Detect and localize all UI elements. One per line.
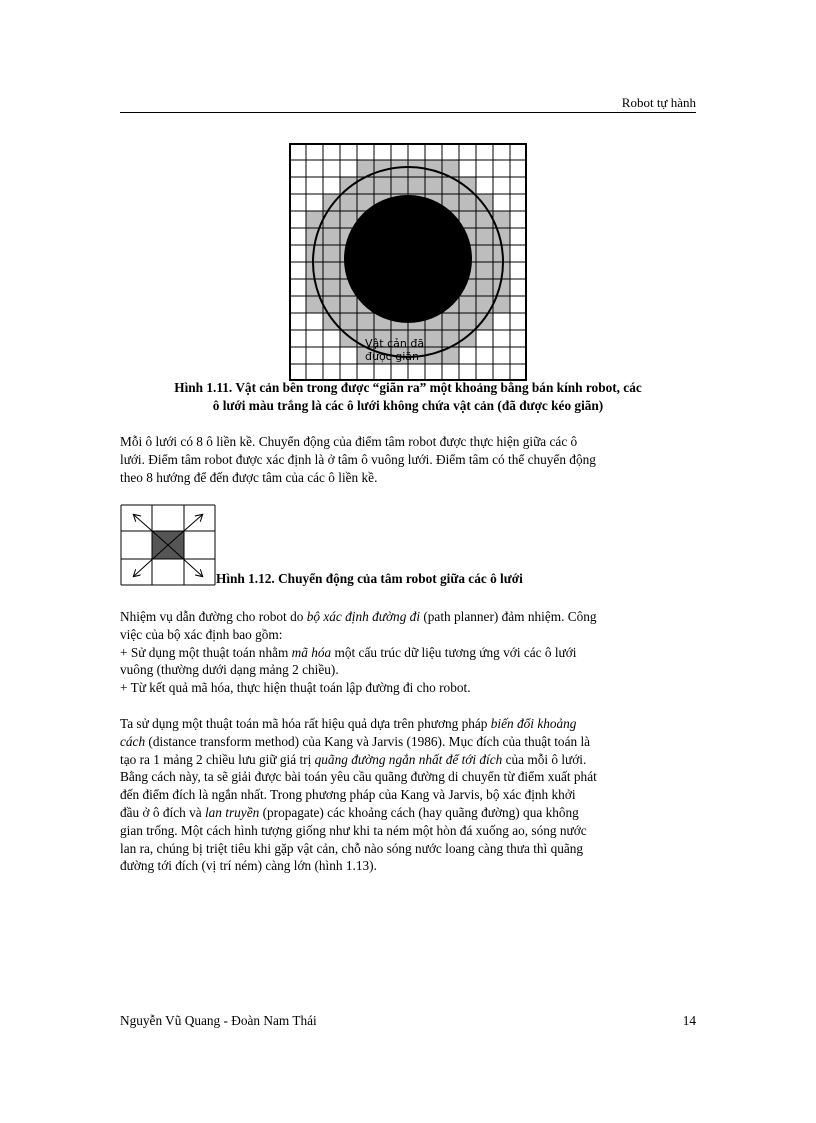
text-run: (path planner) đảm nhiệm. Công việc của bộ xác định bao gồm: + Sử dụng một thuật toán nhằm (120, 609, 597, 660)
shaded-cell (323, 313, 340, 330)
movement-diagram (120, 504, 216, 586)
obstacle-label: Vật cản đã được giãn (365, 337, 425, 363)
arrow-down-right-icon (168, 545, 202, 576)
grid-diagram (289, 143, 527, 381)
shaded-cell (442, 313, 459, 330)
shaded-cell (459, 330, 476, 347)
arrow-up-left-icon (134, 515, 168, 545)
arrow-up-right-icon (168, 515, 202, 545)
shaded-cell (323, 279, 340, 296)
shaded-cell (391, 177, 408, 194)
page-number: 14 (682, 1013, 696, 1028)
text-run: Nhiệm vụ dẫn đường cho robot do (120, 609, 307, 624)
figure-expanded-obstacle-grid (289, 143, 527, 381)
shaded-cell (357, 313, 374, 330)
shaded-cell (425, 330, 442, 347)
shaded-cell (323, 228, 340, 245)
shaded-cell (340, 177, 357, 194)
text-run: của mỗi ô lưới. Bằng cách này, ta sẽ giải được bài toán yêu cầu quãng đường di chuyển từ điểm xuất phát đến điểm đích là ngắn nhất. Trong phương pháp của Kang và Jarvis, bộ xác định khởi đầu ở ô đích và (120, 751, 597, 820)
caption-text: Hình 1.11. Vật cản bên trong được “giãn ra” một khoảng bằng bán kính robot, các ô lưới màu trắng là các ô lưới không chứa vật cản (đã được kéo giãn) (174, 380, 642, 413)
figure-movement-directions (120, 504, 216, 586)
shaded-cell (459, 177, 476, 194)
shaded-cell (340, 330, 357, 347)
paragraph-text: Mỗi ô lưới có 8 ô liền kề. Chuyển động của điểm tâm robot được thực hiện giữa các ô lưới. Điểm tâm robot được xác định là ở tâm ô vuông lưới. Điểm tâm có thể chuyển động theo 8 hướng để đến được tâm của các ô liền kề. (120, 434, 596, 485)
paragraph-path-planner (120, 608, 700, 697)
arrow-down-left-icon (134, 545, 168, 576)
text-run: (propagate) các khoảng cách (hay quãng đường) qua không gian trống. Một cách hình tượng giống như khi ta ném một hòn đá xuống ao, sóng nước lan ra, chúng bị triệt tiêu khi gặp vật cản, chỗ nào sóng nước loang càng thưa thì quãng đường tới đích (vị trí ném) càng lớn (hình 1.13). (120, 804, 587, 874)
obstacle-circle (344, 195, 472, 323)
header-title: Robot tự hành (621, 95, 696, 110)
emphasis-term: lan truyền (204, 804, 260, 820)
text-run: (distance transform method) của Kang và Jarvis (1986). Mục đích của thuật toán là tạo ra 1 mảng 2 chiều lưu giữ giá trị (120, 733, 591, 767)
footer-authors: Nguyễn Vũ Quang - Đoàn Nam Thái (120, 1013, 317, 1028)
shaded-cell (340, 194, 357, 211)
shaded-cell (459, 313, 476, 330)
shaded-cell (476, 194, 493, 211)
text-run: Ta sử dụng một thuật toán mã hóa rất hiệu quả dựa trên phương pháp (120, 716, 491, 731)
shaded-cell (476, 313, 493, 330)
shaded-cell (476, 262, 493, 279)
shaded-cell (323, 262, 340, 279)
emphasis-term: mã hóa (291, 644, 332, 660)
paragraph-adjacency (120, 433, 700, 486)
shaded-cell (374, 177, 391, 194)
shaded-cell (323, 194, 340, 211)
shaded-cell (476, 228, 493, 245)
shaded-cell (323, 245, 340, 262)
shaded-cell (408, 177, 425, 194)
emphasis-term: quãng đường ngắn nhất để tới đích (314, 751, 503, 767)
caption-text: Hình 1.12. Chuyển động của tâm robot giữa các ô lưới (216, 571, 523, 586)
shaded-cell (340, 296, 357, 313)
text-run: một cấu trúc dữ liệu tương ứng với các ô lưới vuông (thường dưới dạng mảng 2 chiều). + Từ kết quả mã hóa, thực hiện thuật toán lập đường đi cho robot. (120, 644, 577, 696)
paragraph-distance-transform (120, 715, 700, 875)
figure-1-11-caption (120, 379, 696, 415)
shaded-cell (459, 296, 476, 313)
shaded-cell (340, 313, 357, 330)
shaded-cell (476, 279, 493, 296)
emphasis-term: biến đổi khoảng cách (120, 716, 577, 749)
shaded-cell (459, 194, 476, 211)
shaded-cell (476, 245, 493, 262)
page-footer (120, 1012, 696, 1030)
emphasis-term: bộ xác định đường đi (306, 609, 421, 624)
running-header (120, 94, 696, 113)
figure-1-12-caption (216, 571, 523, 587)
shaded-cell (425, 177, 442, 194)
